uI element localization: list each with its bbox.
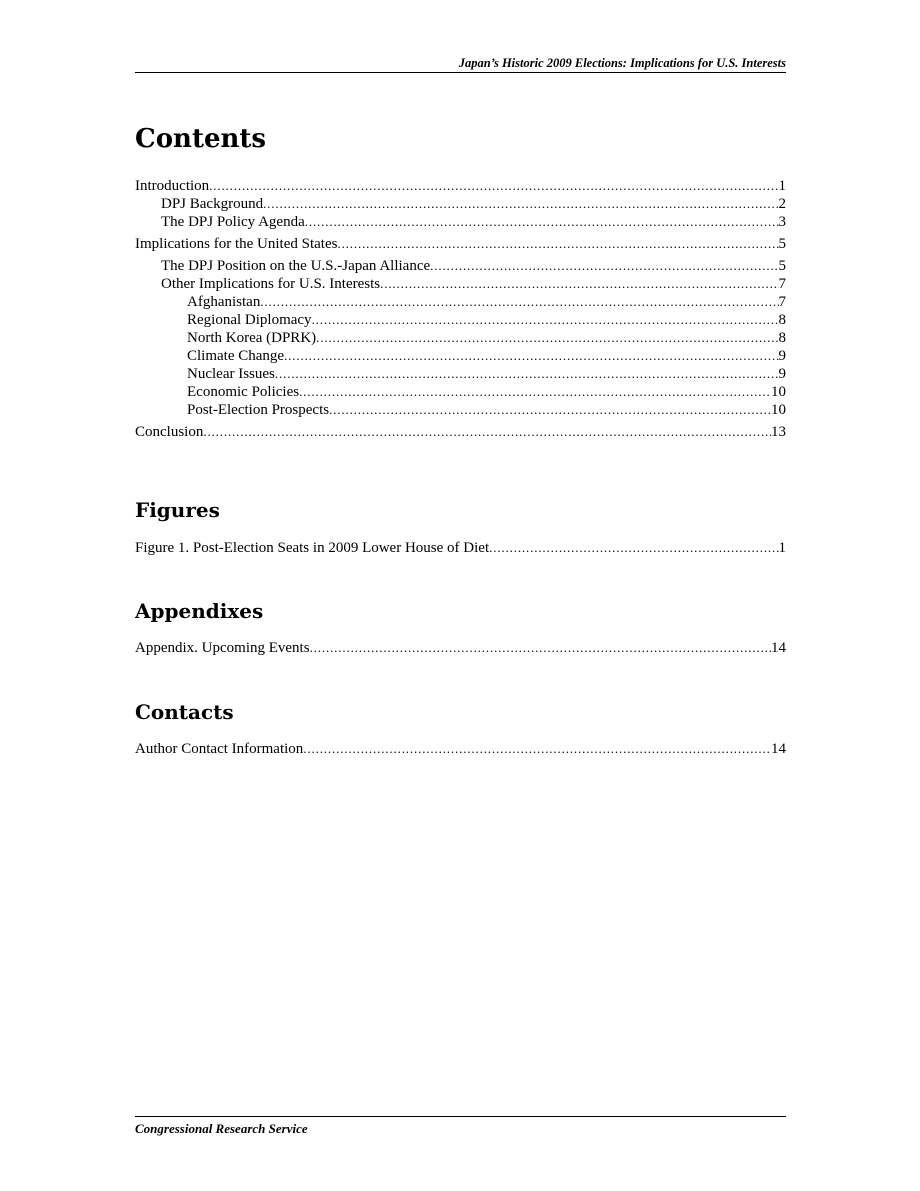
toc-entry-label: Introduction bbox=[135, 178, 210, 194]
dot-leader bbox=[380, 275, 778, 293]
toc-entry-north-korea[interactable] bbox=[135, 329, 786, 347]
dot-leader bbox=[263, 195, 778, 213]
toc-entry-dpj-background[interactable] bbox=[135, 195, 786, 213]
toc-entry-label: The DPJ Position on the U.S.-Japan Alliance bbox=[161, 258, 431, 274]
toc-entry-figure-1[interactable] bbox=[135, 539, 786, 557]
dot-leader bbox=[203, 423, 771, 441]
dot-leader bbox=[310, 639, 771, 657]
toc-page-number: 7 bbox=[778, 276, 786, 292]
toc-page-number: 2 bbox=[778, 196, 786, 212]
toc-entry-label: DPJ Background bbox=[161, 196, 264, 212]
dot-leader bbox=[489, 539, 778, 557]
appendixes-toc bbox=[135, 639, 786, 657]
toc-entry-label: The DPJ Policy Agenda bbox=[161, 214, 305, 230]
toc-page-number: 5 bbox=[778, 236, 786, 252]
dot-leader bbox=[260, 293, 778, 311]
toc-entry-economic-policies[interactable] bbox=[135, 383, 786, 401]
toc-page-number: 10 bbox=[771, 402, 786, 418]
toc-entry-author-contact[interactable] bbox=[135, 740, 786, 758]
dot-leader bbox=[337, 235, 778, 253]
toc-entry-post-election-prospects[interactable] bbox=[135, 401, 786, 419]
toc-page-number: 9 bbox=[778, 348, 786, 364]
toc-page-number: 8 bbox=[778, 312, 786, 328]
dot-leader bbox=[305, 213, 779, 231]
dot-leader bbox=[275, 365, 779, 383]
toc-entry-label: Other Implications for U.S. Interests bbox=[161, 276, 381, 292]
toc-entry-introduction[interactable] bbox=[135, 177, 786, 195]
toc-page-number: 10 bbox=[771, 384, 786, 400]
toc-entry-label: Post-Election Prospects bbox=[187, 402, 330, 418]
toc-page-number: 1 bbox=[778, 178, 786, 194]
contents-toc bbox=[135, 177, 786, 441]
figures-toc bbox=[135, 539, 786, 557]
toc-entry-conclusion[interactable] bbox=[135, 423, 786, 441]
toc-entry-label: North Korea (DPRK) bbox=[187, 330, 317, 346]
appendixes-heading: Appendixes bbox=[135, 599, 264, 623]
dot-leader bbox=[303, 740, 771, 758]
contents-heading: Contents bbox=[135, 124, 267, 154]
contacts-toc bbox=[135, 740, 786, 758]
toc-entry-label: Climate Change bbox=[187, 348, 285, 364]
toc-entry-dpj-policy-agenda[interactable] bbox=[135, 213, 786, 231]
toc-entry-appendix-upcoming-events[interactable] bbox=[135, 639, 786, 657]
toc-page-number: 3 bbox=[778, 214, 786, 230]
toc-entry-label: Appendix. Upcoming Events bbox=[135, 640, 310, 656]
toc-entry-label: Conclusion bbox=[135, 424, 204, 440]
running-header: Japan’s Historic 2009 Elections: Implications for U.S. Interests bbox=[135, 54, 786, 73]
toc-entry-regional-diplomacy[interactable] bbox=[135, 311, 786, 329]
toc-page-number: 8 bbox=[778, 330, 786, 346]
toc-page-number: 1 bbox=[778, 540, 786, 556]
toc-entry-climate-change[interactable] bbox=[135, 347, 786, 365]
toc-entry-label: Implications for the United States bbox=[135, 236, 338, 252]
toc-page-number: 9 bbox=[778, 366, 786, 382]
toc-page-number: 7 bbox=[778, 294, 786, 310]
dot-leader bbox=[316, 329, 778, 347]
dot-leader bbox=[329, 401, 771, 419]
toc-entry-other-implications[interactable] bbox=[135, 275, 786, 293]
toc-entry-dpj-alliance-position[interactable] bbox=[135, 257, 786, 275]
contacts-heading: Contacts bbox=[135, 700, 234, 724]
toc-page-number: 13 bbox=[771, 424, 786, 440]
toc-entry-label: Economic Policies bbox=[187, 384, 300, 400]
toc-entry-implications-us[interactable] bbox=[135, 235, 786, 253]
toc-entry-label: Regional Diplomacy bbox=[187, 312, 312, 328]
toc-page-number: 14 bbox=[771, 741, 786, 757]
toc-entry-label: Author Contact Information bbox=[135, 741, 304, 757]
dot-leader bbox=[430, 257, 778, 275]
toc-page-number: 14 bbox=[771, 640, 786, 656]
toc-page-number: 5 bbox=[778, 258, 786, 274]
toc-entry-nuclear-issues[interactable] bbox=[135, 365, 786, 383]
figures-heading: Figures bbox=[135, 498, 220, 522]
toc-entry-label: Figure 1. Post-Election Seats in 2009 Lower House of Diet bbox=[135, 540, 490, 556]
toc-entry-label: Nuclear Issues bbox=[187, 366, 275, 382]
dot-leader bbox=[312, 311, 779, 329]
toc-entry-afghanistan[interactable] bbox=[135, 293, 786, 311]
dot-leader bbox=[299, 383, 771, 401]
dot-leader bbox=[209, 177, 778, 195]
running-footer: Congressional Research Service bbox=[135, 1116, 786, 1138]
dot-leader bbox=[284, 347, 778, 365]
toc-entry-label: Afghanistan bbox=[187, 294, 261, 310]
